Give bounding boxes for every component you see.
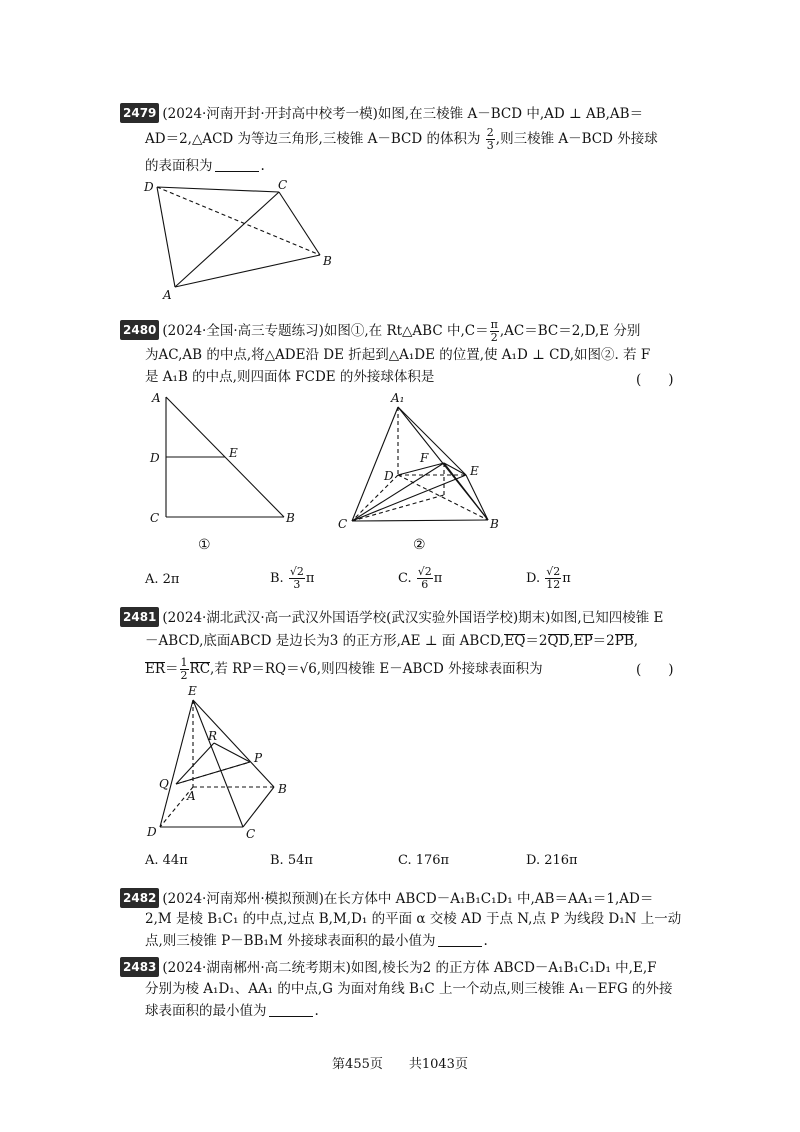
label-b: B [490, 517, 499, 531]
option-b[interactable]: B. 54π [270, 853, 313, 868]
label-d: D [147, 825, 157, 839]
fraction-pi-over-2: $\frac{\pi}{2}$ [490, 318, 498, 344]
problem-number: 2480 [120, 320, 159, 340]
label-a: A [152, 391, 161, 405]
label-b: B [323, 254, 332, 268]
label-e: E [470, 464, 479, 478]
label-b: B [278, 782, 287, 796]
label-e: E [188, 684, 197, 698]
option-a[interactable]: A. 44π [145, 853, 188, 868]
label-c: C [150, 511, 160, 525]
answer-blank[interactable] [438, 934, 482, 947]
option-d[interactable]: D. $\frac{√2}{12}$ π [526, 565, 571, 591]
label-c: C [338, 517, 348, 531]
label-d: D [144, 180, 154, 194]
option-d[interactable]: D. 216π [526, 853, 578, 868]
answer-blank[interactable] [269, 1004, 313, 1017]
label-a: A [163, 288, 172, 302]
caption-1: ① [198, 537, 211, 553]
problem-number: 2479 [120, 103, 159, 123]
label-f: F [420, 451, 429, 465]
label-r: R [208, 729, 218, 743]
option-b[interactable]: B. $\frac{√2}{3}$ π [270, 565, 315, 591]
answer-paren[interactable]: ( ) [636, 662, 674, 678]
label-d: D [150, 451, 160, 465]
label-e: E [229, 446, 238, 460]
answer-paren[interactable]: ( ) [636, 372, 674, 388]
label-c: C [278, 178, 288, 192]
option-c[interactable]: C. $\frac{√2}{6}$ π [398, 565, 443, 591]
problem-number: 2483 [120, 957, 159, 977]
page-footer: 第455页 共1043页 [332, 1057, 468, 1072]
problem-number: 2482 [120, 888, 159, 908]
option-a[interactable]: A. 2π [145, 572, 180, 587]
label-b: B [286, 511, 295, 525]
caption-2: ② [413, 537, 426, 553]
fraction: $\frac{2}{3}$ [486, 126, 494, 152]
problem-number: 2481 [120, 607, 159, 627]
label-a: A [187, 789, 196, 803]
label-p: P [254, 751, 263, 765]
label-a1: A₁ [391, 391, 405, 405]
label-c: C [246, 827, 256, 841]
label-d: D [384, 469, 394, 483]
label-q: Q [159, 777, 169, 791]
option-c[interactable]: C. 176π [398, 853, 450, 868]
